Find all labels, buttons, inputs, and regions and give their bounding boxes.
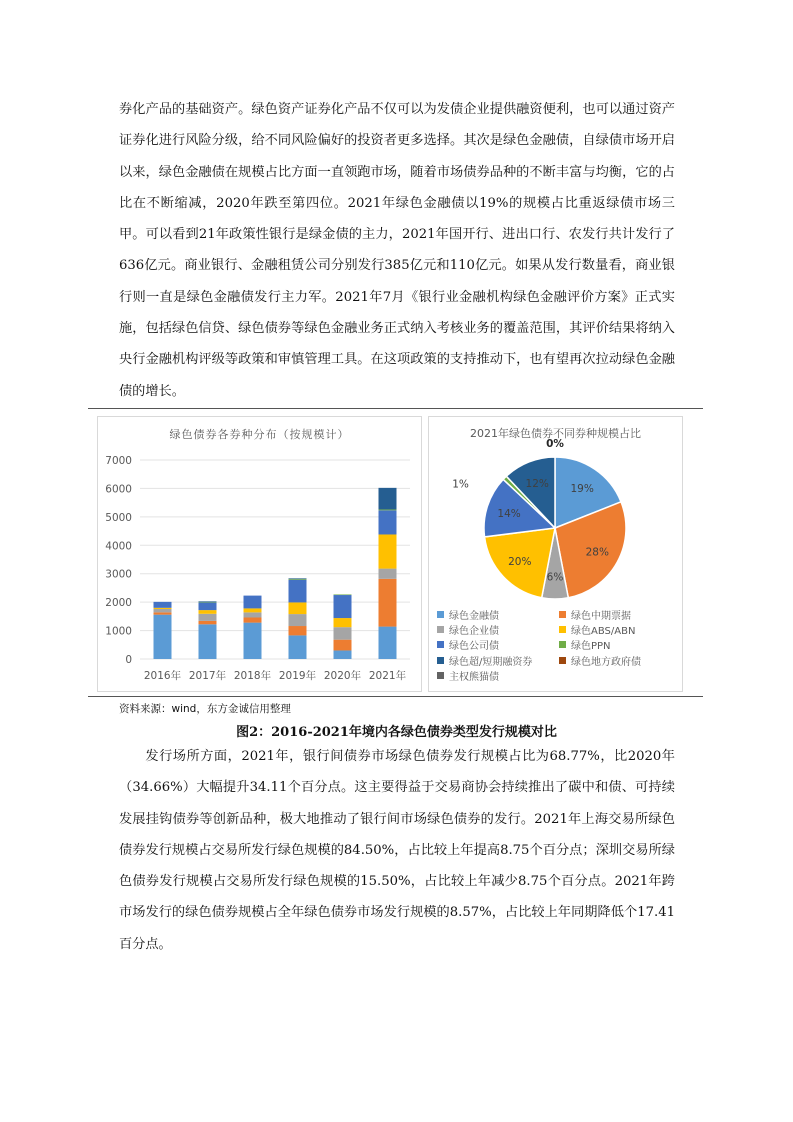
pie-data-label: 1% bbox=[452, 478, 469, 491]
bar-segment bbox=[289, 635, 307, 659]
bar-segment bbox=[379, 569, 397, 579]
bar-chart-title: 绿色债券各券种分布（按规模计） bbox=[169, 428, 350, 441]
bar-segment bbox=[289, 578, 307, 579]
bar-segment bbox=[154, 612, 172, 614]
legend-swatch bbox=[559, 641, 566, 648]
legend-swatch bbox=[559, 626, 566, 633]
pie-chart-legend bbox=[437, 607, 677, 683]
bar-segment bbox=[379, 509, 397, 510]
pie-chart-title: 2021年绿色债券不同券种规模占比 bbox=[470, 427, 641, 440]
figure-bottom-rule bbox=[88, 696, 703, 697]
legend-item bbox=[437, 622, 559, 636]
x-tick-label: 2018年 bbox=[233, 670, 272, 682]
bar-segment bbox=[244, 612, 262, 617]
pie-data-label: 14% bbox=[497, 508, 521, 521]
legend-swatch bbox=[559, 657, 566, 664]
bar-segment bbox=[154, 615, 172, 659]
legend-item bbox=[437, 607, 559, 621]
bar-segment bbox=[154, 609, 172, 612]
x-tick-label: 2021年 bbox=[368, 670, 407, 682]
bar-segment bbox=[199, 602, 217, 603]
legend-item bbox=[437, 638, 559, 652]
bar-segment bbox=[199, 624, 217, 659]
y-tick-label: 0 bbox=[125, 654, 132, 666]
pie-chart bbox=[429, 417, 682, 607]
bar-segment bbox=[334, 640, 352, 651]
bar-segment bbox=[334, 650, 352, 659]
legend-swatch bbox=[437, 626, 444, 633]
legend-swatch bbox=[559, 611, 566, 618]
figure-caption: 图2：2016-2021年境内各绿色债券类型发行规模对比 bbox=[236, 725, 557, 740]
legend-item bbox=[437, 653, 559, 667]
bar-segment bbox=[199, 614, 217, 621]
legend-label: 绿色超/短期融资券 bbox=[449, 656, 533, 668]
x-tick-label: 2016年 bbox=[143, 670, 182, 682]
legend-item bbox=[559, 638, 677, 652]
pie-data-label: 12% bbox=[525, 478, 549, 491]
bar-segment bbox=[244, 596, 262, 609]
bar-segment bbox=[199, 602, 217, 610]
bar-segment bbox=[334, 594, 352, 595]
bar-segment bbox=[244, 623, 262, 659]
bar-segment bbox=[199, 610, 217, 614]
bar-segment bbox=[379, 627, 397, 659]
legend-item bbox=[559, 653, 677, 667]
bar-segment bbox=[379, 488, 397, 510]
y-tick-label: 5000 bbox=[105, 511, 132, 524]
stacked-bar-chart bbox=[98, 417, 421, 691]
bar-segment bbox=[289, 579, 307, 580]
y-tick-label: 7000 bbox=[105, 455, 132, 467]
x-tick-label: 2019年 bbox=[278, 670, 317, 682]
legend-label: 绿色PPN bbox=[571, 641, 611, 653]
bar-segment bbox=[244, 617, 262, 622]
legend-label: 绿色中期票据 bbox=[571, 610, 631, 622]
bar-segment bbox=[289, 614, 307, 626]
bar-segment bbox=[244, 608, 262, 612]
bar-segment bbox=[154, 608, 172, 609]
pie-data-label: 20% bbox=[508, 556, 532, 569]
y-tick-label: 3000 bbox=[105, 568, 132, 581]
legend-item bbox=[559, 622, 677, 636]
source-note: 资料来源：wind，东方金诚信用整理 bbox=[119, 703, 291, 715]
legend-swatch bbox=[437, 611, 444, 618]
bar-segment bbox=[289, 626, 307, 635]
pie-data-label: 19% bbox=[570, 483, 594, 496]
legend-item bbox=[437, 669, 559, 683]
legend-label: 绿色企业债 bbox=[449, 626, 499, 638]
bar-segment bbox=[199, 601, 217, 602]
legend-label: 绿色公司债 bbox=[449, 641, 499, 653]
bar-segment bbox=[379, 534, 397, 568]
bar-segment bbox=[289, 602, 307, 614]
intro-paragraph: 券化产品的基础资产。绿色资产证券化产品不仅可以为发债企业提供融资便利，也可以通过资产证券化进行风险分级，给不同风险偏好的投资者更多选择。其次是绿色金融债，自绿债市场开启以来，绿色金融债在规模占比方面一直领跑市场，随着市场债券品种的不断丰富与均衡，它的占比在不断缩减，2020年跌至第四位。2021年绿色金融债以19%的规模占比重返绿债市场三甲。可以看到21年政策性银行是绿金债的主力，2021年国开行、进出口行、农发行共计发行了636亿元。商业银行、金融租赁公司分别发行385亿元和110亿元。如果从发行数量看，商业银行则一直是绿色金融债发行主力军。2021年7月《银行业金融机构绿色金融评价方案》正式实施，包括绿色信贷、绿色债券等绿色金融业务正式纳入考核业务的覆盖范围，其评价结果将纳入央行金融机构评级等政策和审慎管理工具。在这项政策的支持推动下，也有望再次拉动绿色金融债的增长。 bbox=[119, 102, 675, 399]
pie-data-label: 0% bbox=[546, 438, 564, 450]
bar-segment bbox=[199, 621, 217, 624]
y-tick-label: 1000 bbox=[105, 625, 132, 638]
legend-label: 主权熊猫债 bbox=[449, 672, 499, 684]
legend-label: 绿色金融债 bbox=[449, 610, 499, 622]
pie-data-label: 6% bbox=[546, 571, 564, 584]
figure-top-rule bbox=[88, 408, 703, 409]
x-tick-label: 2020年 bbox=[323, 670, 362, 682]
legend-item bbox=[559, 607, 677, 621]
y-tick-label: 2000 bbox=[105, 597, 132, 610]
legend-swatch bbox=[437, 641, 444, 648]
bar-segment bbox=[154, 602, 172, 608]
bar-segment bbox=[289, 580, 307, 603]
bar-segment bbox=[334, 618, 352, 627]
body-paragraph: 发行场所方面，2021年，银行间债券市场绿色债券发行规模占比为68.77%，比2020年（34.66%）大幅提升34.11个百分点。这主要得益于交易商协会持续推出了碳中和债、可持续发展挂钩债券等创新品种，极大地推动了银行间市场绿色债券的发行。2021年上海交易所绿色债券发行规模占交易所发行绿色规模的84.50%，占比较上年提高8.75个百分点；深圳交易所绿色债券发行规模占交易所发行绿色规模的15.50%，占比较上年减少8.75个百分点。2021年跨市场发行的绿色债券规模占全年绿色债券市场发行规模的8.57%，占比较上年同期降低个17.41百分点。 bbox=[119, 749, 675, 952]
y-tick-label: 4000 bbox=[105, 540, 132, 553]
bar-segment bbox=[334, 595, 352, 618]
bar-segment bbox=[379, 579, 397, 627]
x-tick-label: 2017年 bbox=[188, 670, 227, 682]
bar-segment bbox=[379, 510, 397, 534]
legend-swatch bbox=[437, 657, 444, 664]
legend-label: 绿色ABS/ABN bbox=[571, 626, 636, 638]
bar-chart-panel bbox=[97, 416, 422, 692]
pie-data-label: 28% bbox=[585, 546, 609, 559]
legend-swatch bbox=[437, 672, 444, 679]
legend-label: 绿色地方政府债 bbox=[571, 656, 641, 668]
y-tick-label: 6000 bbox=[105, 483, 132, 496]
bar-segment bbox=[334, 627, 352, 640]
pie-chart-panel bbox=[428, 416, 683, 692]
